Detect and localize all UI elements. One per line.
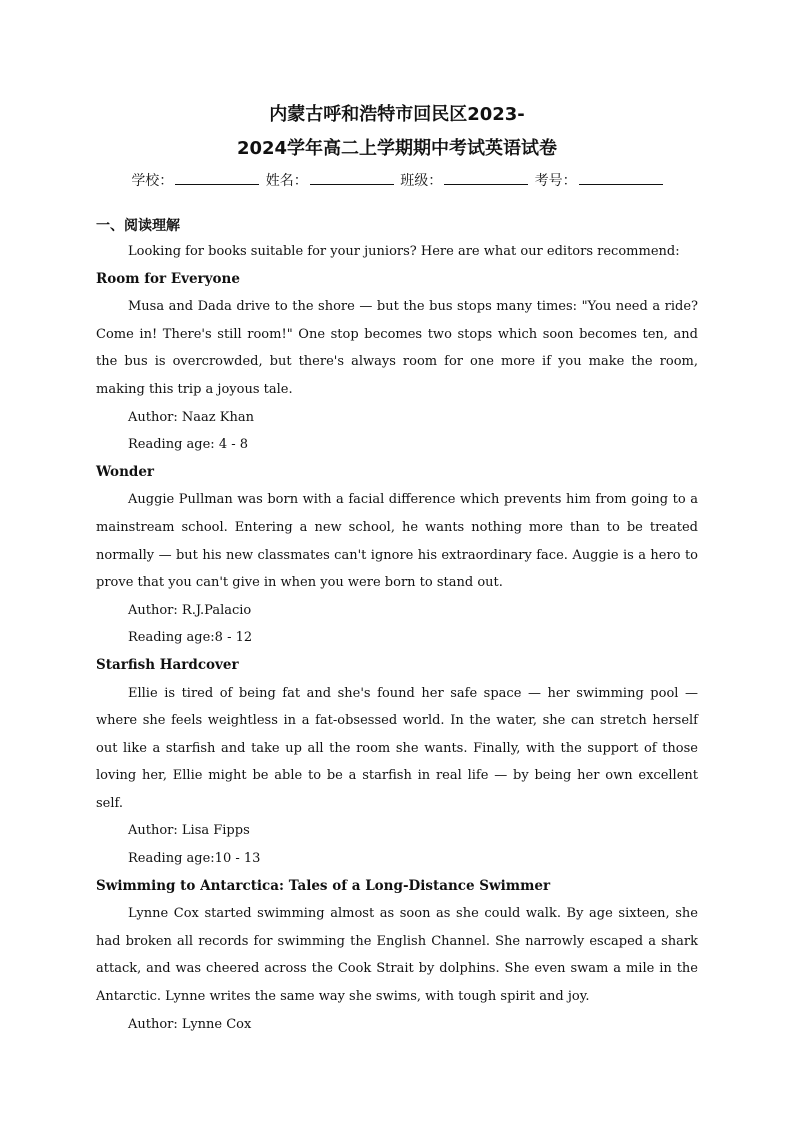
class-label: 班级： xyxy=(400,173,443,189)
name-label: 姓名： xyxy=(265,173,308,189)
exam-number-blank[interactable] xyxy=(579,170,663,185)
book-description: Auggie Pullman was born with a facial difference which prevents him from going to a mainstream school. Entering a new school, he wants nothing more than to be treated normally — but his new classmates can't ignore his extraordinary face. Auggie is a hero to prove that you can't give in when you were born to stand out. xyxy=(96,492,698,591)
book-title: Wonder xyxy=(96,463,155,480)
section-heading: 一、阅读理解 xyxy=(96,218,180,234)
class-field xyxy=(400,170,528,192)
class-blank[interactable] xyxy=(444,170,528,185)
school-label: 学校： xyxy=(131,173,174,189)
exam-number-field xyxy=(535,170,663,192)
book-reading-age: Reading age:8 - 12 xyxy=(128,630,253,646)
book-author: Author: Naaz Khan xyxy=(128,409,254,425)
book-reading-age: Reading age:10 - 13 xyxy=(128,851,261,867)
book-title: Swimming to Antarctica: Tales of a Long-Distance Swimmer xyxy=(96,877,551,894)
book-entry xyxy=(96,652,698,873)
name-blank[interactable] xyxy=(310,170,394,185)
exam-number-label: 考号： xyxy=(534,173,577,189)
exam-title-line-2: 2024学年高二上学期期中考试英语试卷 xyxy=(236,138,558,159)
book-title: Starfish Hardcover xyxy=(96,656,239,673)
school-blank[interactable] xyxy=(175,170,259,185)
book-description: Ellie is tired of being fat and she's found her safe space — her swimming pool — where she feels weightless in a fat-obsessed world. In the water, she can stretch herself out like a starfish and take up all the room she wants. Finally, with the support of those loving her, Ellie might be able to be a starfish in real life — by being her own excellent self. xyxy=(96,685,698,811)
book-author: Author: Lynne Cox xyxy=(128,1016,252,1032)
exam-title-line-1: 内蒙古呼和浩特市回民区2023- xyxy=(269,104,525,125)
book-reading-age: Reading age: 4 - 8 xyxy=(128,437,249,453)
name-field xyxy=(266,170,394,192)
book-title: Room for Everyone xyxy=(96,270,240,287)
student-info-line xyxy=(96,170,698,192)
book-entry xyxy=(96,459,698,652)
book-author: Author: R.J.Palacio xyxy=(128,602,252,618)
book-entry xyxy=(96,873,698,1039)
book-entry xyxy=(96,266,698,459)
school-field xyxy=(131,170,259,192)
book-description: Musa and Dada drive to the shore — but the bus stops many times: "You need a ride? Come in! There's still room!" One stop becomes two stops which soon becomes ten, and the bus is overcrowded, but there's always room for one more if you make the room, making this trip a joyous tale. xyxy=(96,299,698,397)
section-intro: Looking for books suitable for your juniors? Here are what our editors recommend: xyxy=(128,244,680,259)
book-description: Lynne Cox started swimming almost as soon as she could walk. By age sixteen, she had broken all records for swimming the English Channel. She narrowly escaped a shark attack, and was cheered across the Cook Strait by dolphins. She even swam a mile in the Antarctic. Lynne writes the same way she swims, with tough spirit and joy. xyxy=(96,906,698,1005)
book-author: Author: Lisa Fipps xyxy=(128,823,250,839)
